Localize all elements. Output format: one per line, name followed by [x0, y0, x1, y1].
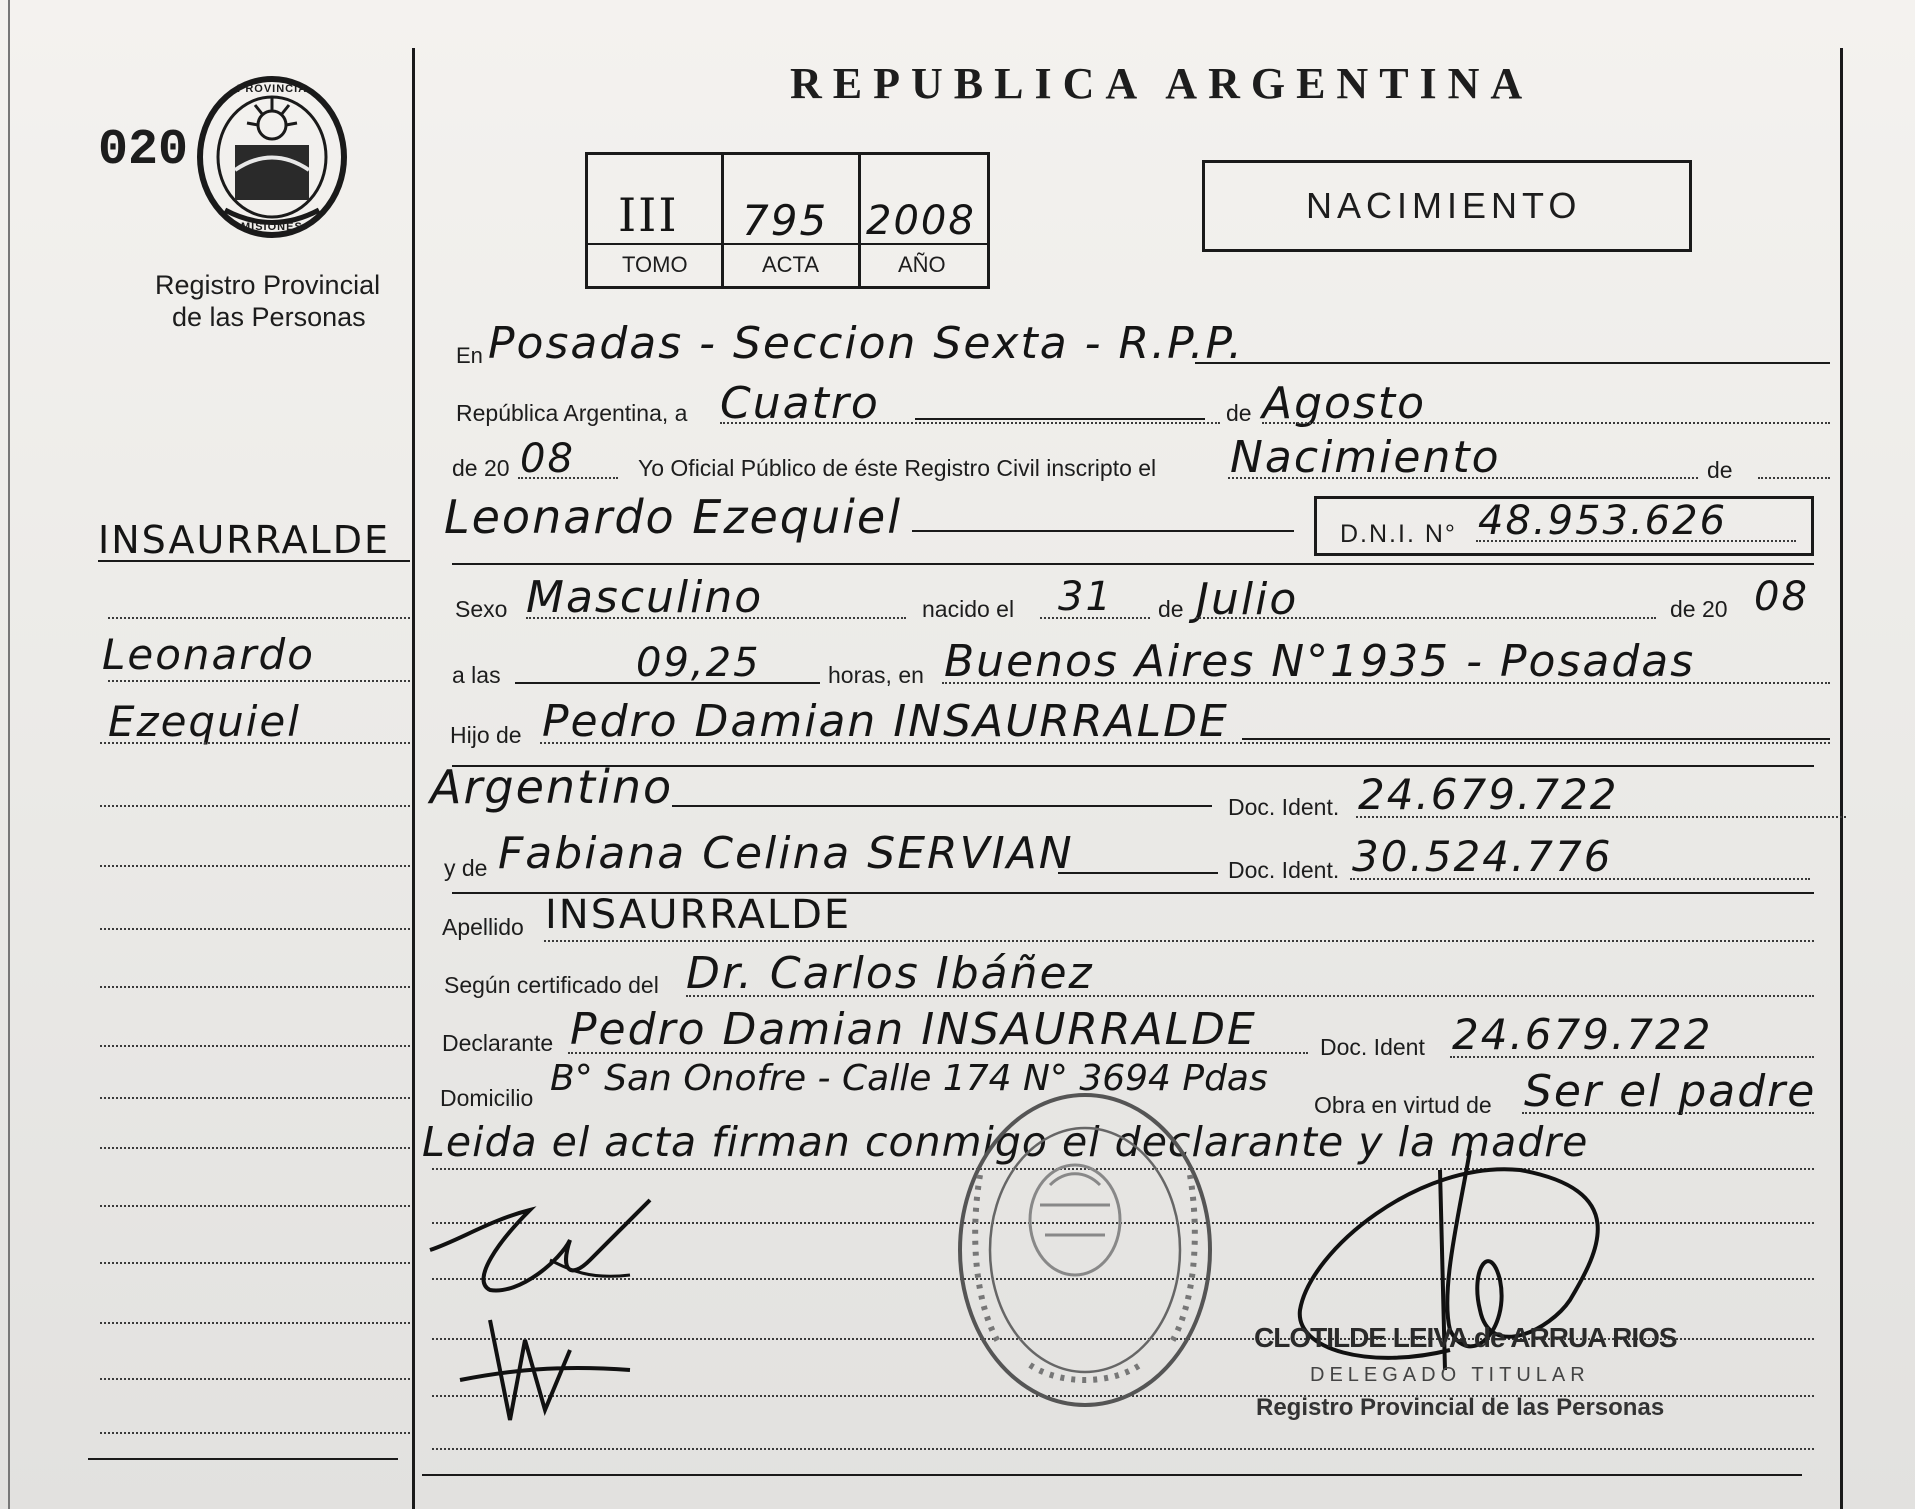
dni-label: D.N.I. N°	[1340, 520, 1457, 548]
margin-line	[100, 1262, 410, 1264]
inscripto-line	[1228, 477, 1698, 479]
anio-label: AÑO	[898, 252, 946, 277]
official-stamp-title: DELEGADO TITULAR	[1310, 1364, 1590, 1386]
obra-value: Ser el padre	[1524, 1066, 1817, 1117]
dni-value: 48.953.626	[1478, 498, 1728, 544]
de-label-2: de	[1707, 457, 1733, 483]
registry-name-line2: de las Personas	[172, 302, 366, 332]
padre-doc-value: 24.679.722	[1358, 770, 1619, 819]
margin-bottom-line	[88, 1458, 398, 1460]
dia-line	[720, 422, 1220, 424]
sexo-value: Masculino	[526, 572, 764, 623]
en-label: En	[456, 343, 483, 368]
margin-line	[100, 1378, 410, 1380]
official-stamp-office: Registro Provincial de las Personas	[1256, 1394, 1665, 1421]
nacido-mes-line	[1196, 617, 1656, 619]
madre-line	[1058, 872, 1218, 874]
margin-line	[100, 1432, 410, 1434]
nacido-label: nacido el	[922, 596, 1015, 622]
provincial-seal-emblem	[195, 75, 350, 240]
nombre-line	[912, 530, 1294, 532]
de-label-3: de	[1158, 596, 1184, 622]
margin-divider-line	[412, 48, 415, 1509]
nacido-anio-prefix: de 20	[1670, 596, 1728, 622]
margin-line	[100, 865, 410, 867]
anio-value: 2008	[866, 198, 976, 244]
declarante-value: Pedro Damian INSAURRALDE	[570, 1004, 1257, 1055]
margin-surname: INSAURRALDE	[98, 518, 390, 562]
declarante-doc-line	[1450, 1056, 1814, 1058]
anio-line	[518, 477, 618, 479]
nacido-dia-value: 31	[1058, 574, 1113, 620]
acta-label: ACTA	[762, 252, 820, 277]
domicilio-label: Domicilio	[440, 1085, 534, 1111]
margin-line	[100, 742, 410, 744]
civil-registry-oval-stamp	[950, 1085, 1220, 1415]
padre-value: Pedro Damian INSAURRALDE	[542, 696, 1229, 747]
obra-label: Obra en virtud de	[1314, 1092, 1492, 1118]
doc-ident-label-2: Doc. Ident.	[1228, 857, 1340, 883]
signature-area-line	[432, 1448, 1814, 1450]
margin-line	[100, 805, 410, 807]
de-label: de	[1226, 400, 1252, 426]
republica-label: República Argentina, a	[456, 400, 688, 426]
apellido-value: INSAURRALDE	[545, 892, 852, 938]
record-type-label: NACIMIENTO	[1306, 185, 1582, 226]
seal-text-top: PROVINCIA	[237, 83, 308, 95]
left-edge-line	[8, 0, 10, 1509]
margin-line	[100, 1322, 410, 1324]
margin-line	[108, 617, 410, 619]
certificado-line	[686, 995, 1814, 997]
lugar-value: Posadas - Seccion Sexta - R.P.P.	[488, 318, 1244, 369]
certificado-label: Según certificado del	[444, 972, 659, 998]
right-border-line	[1840, 48, 1843, 1509]
a-las-label: a las	[452, 662, 501, 688]
anio-prefix-label: de 20	[452, 455, 510, 481]
declarante-doc-label: Doc. Ident	[1320, 1034, 1425, 1060]
nacido-mes-value: Julio	[1196, 574, 1299, 625]
obra-line	[1522, 1112, 1814, 1114]
form-bottom-line	[422, 1474, 1802, 1476]
lugar-line	[1195, 362, 1830, 364]
nombre-value: Leonardo Ezequiel	[444, 490, 903, 544]
margin-given-name-1: Leonardo	[102, 630, 315, 679]
official-stamp-name: CLOTILDE LEIVA de ARRUA RIOS	[1254, 1322, 1677, 1353]
margin-line	[100, 928, 410, 930]
nacido-dia-line	[1040, 617, 1150, 619]
doc-ident-label: Doc. Ident.	[1228, 794, 1340, 820]
certificado-value: Dr. Carlos Ibáñez	[686, 948, 1094, 999]
tomo-label: TOMO	[622, 252, 688, 277]
y-de-label: y de	[444, 855, 488, 881]
nombre-bottom-line	[452, 563, 1814, 565]
oficial-text: Yo Oficial Público de éste Registro Civil inscripto el	[638, 455, 1157, 481]
madre-signature	[450, 1310, 650, 1440]
hora-line	[515, 682, 820, 684]
registry-name-line1: Registro Provincial	[155, 270, 381, 300]
margin-line	[100, 1045, 410, 1047]
anio-suffix-value: 08	[520, 436, 575, 482]
inscripto-value: Nacimiento	[1230, 432, 1501, 483]
form-code: 020	[98, 122, 189, 179]
sexo-line	[526, 617, 906, 619]
acta-value: 795	[742, 196, 829, 245]
madre-value: Fabiana Celina SERVIAN	[498, 828, 1074, 879]
seal-text-bottom: MISIONES	[241, 221, 303, 233]
dni-line	[1476, 540, 1796, 542]
lugar-nacimiento-value: Buenos Aires N°1935 - Posadas	[944, 636, 1696, 687]
margin-line	[100, 1147, 410, 1149]
margin-line	[100, 1097, 410, 1099]
declarante-doc-value: 24.679.722	[1452, 1010, 1713, 1059]
declarante-label: Declarante	[442, 1030, 554, 1056]
lugar-nacimiento-line	[942, 682, 1830, 684]
hijo-de-label: Hijo de	[450, 722, 522, 748]
hora-value: 09,25	[636, 640, 761, 686]
dia-solid-line	[915, 418, 1205, 420]
domicilio-value: B° San Onofre - Calle 174 N° 3694 Pdas	[550, 1058, 1268, 1099]
nacionalidad-line	[672, 805, 1212, 807]
margin-line	[100, 986, 410, 988]
madre-doc-value: 30.524.776	[1352, 832, 1613, 881]
cierre-text: Leida el acta firman conmigo el declarante y la madre	[422, 1118, 1589, 1166]
margin-given-name-2: Ezequiel	[108, 697, 301, 746]
declarante-line	[568, 1052, 1308, 1054]
apellido-label: Apellido	[442, 914, 524, 940]
mes-line	[1262, 422, 1830, 424]
padre-line	[540, 742, 1830, 744]
padre-solid-line	[1242, 738, 1830, 740]
sexo-label: Sexo	[455, 596, 508, 622]
nacido-anio-suffix: 08	[1754, 574, 1809, 620]
padre-nacionalidad-value: Argentino	[430, 760, 674, 814]
madre-doc-line	[1350, 878, 1810, 880]
country-title: REPUBLICA ARGENTINA	[790, 59, 1534, 108]
de-line-2	[1758, 477, 1830, 479]
margin-line	[108, 680, 410, 682]
tomo-value: III	[618, 188, 679, 242]
mes-value: Agosto	[1262, 378, 1427, 429]
horas-en-label: horas, en	[828, 662, 924, 688]
padre-doc-line	[1356, 816, 1846, 818]
margin-surname-underline	[98, 560, 410, 562]
dia-value: Cuatro	[720, 378, 880, 429]
margin-line	[100, 1205, 410, 1207]
apellido-line	[544, 940, 1814, 942]
